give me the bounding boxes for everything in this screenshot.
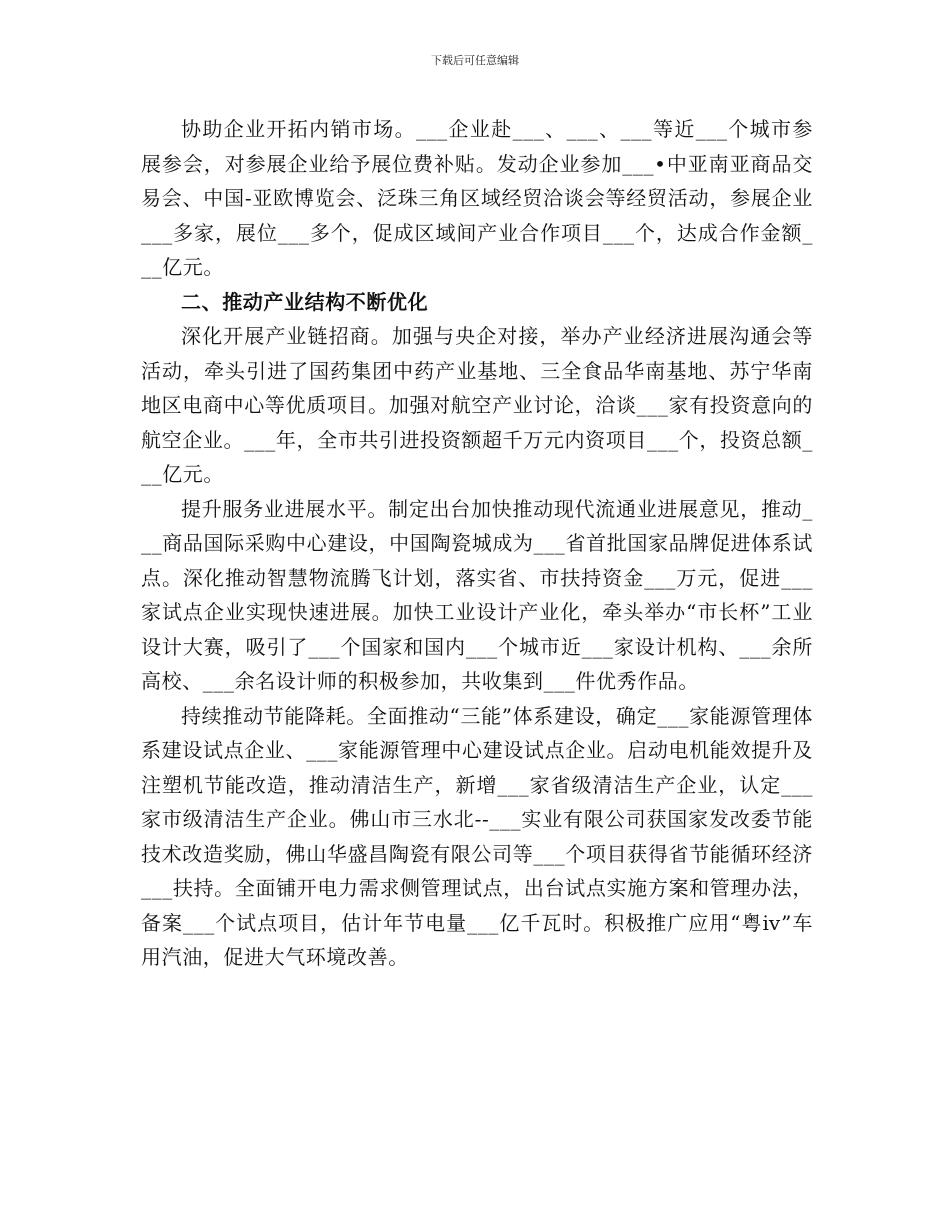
section-heading-industrial-structure: 二、推动产业结构不断优化 [181, 289, 429, 314]
paragraph-service-industry: 提升服务业进展水平。制定出台加快推动现代流通业进展意见，推动___商品国际采购中心建设，中国陶瓷城成为___省首批国家品牌促进体系试点。深化推动智慧物流腾飞计划，落实省、市扶持资金___万元，促进___家试点企业实现快速进展。加快工业设计产业化，牵头举办“市长杯”工业设计大赛，吸引了___个国家和国内___个城市近___家设计机构、___余所高校、___余名设计师的积极参加，共收集到___件优秀作品。 [141, 496, 813, 693]
paragraph-industry-chain-investment: 深化开展产业链招商。加强与央企对接，举办产业经济进展沟通会等活动，牵头引进了国药集团中药产业基地、三全食品华南基地、苏宁华南地区电商中心等优质项目。加强对航空产业讨论，洽谈___家有投资意向的航空企业。___年，全市共引进投资额超千万元内资项目___个，投资总额___亿元。 [141, 324, 813, 486]
paragraph-energy-saving: 持续推动节能降耗。全面推动“三能”体系建设，确定___家能源管理体系建设试点企业、___家能源管理中心建设试点企业。启动电机能效提升及注塑机节能改造，推动清洁生产，新增___家省级清洁生产企业，认定___家市级清洁生产企业。佛山市三水北--___实业有限公司获国家发改委节能技术改造奖励，佛山华盛昌陶瓷有限公司等___个项目获得省节能循环经济___扶持。全面铺开电力需求侧管理试点，出台试点实施方案和管理办法，备案___个试点项目，估计年节电量___亿千瓦时。积极推广应用“粤ⅳ”车用汽油，促进大气环境改善。 [141, 703, 813, 969]
page-header: 下载后可任意编辑 [431, 54, 519, 67]
paragraph-domestic-market: 协助企业开拓内销市场。___企业赴___、___、___等近___个城市参展参会，对参展企业给予展位费补贴。发动企业参加___•中亚南亚商品交易会、中国-亚欧博览会、泛珠三角区域经贸洽谈会等经贸活动，参展企业___多家，展位___多个，促成区域间产业合作项目___个，达成合作金额___亿元。 [141, 117, 813, 279]
document-body [141, 112, 813, 975]
